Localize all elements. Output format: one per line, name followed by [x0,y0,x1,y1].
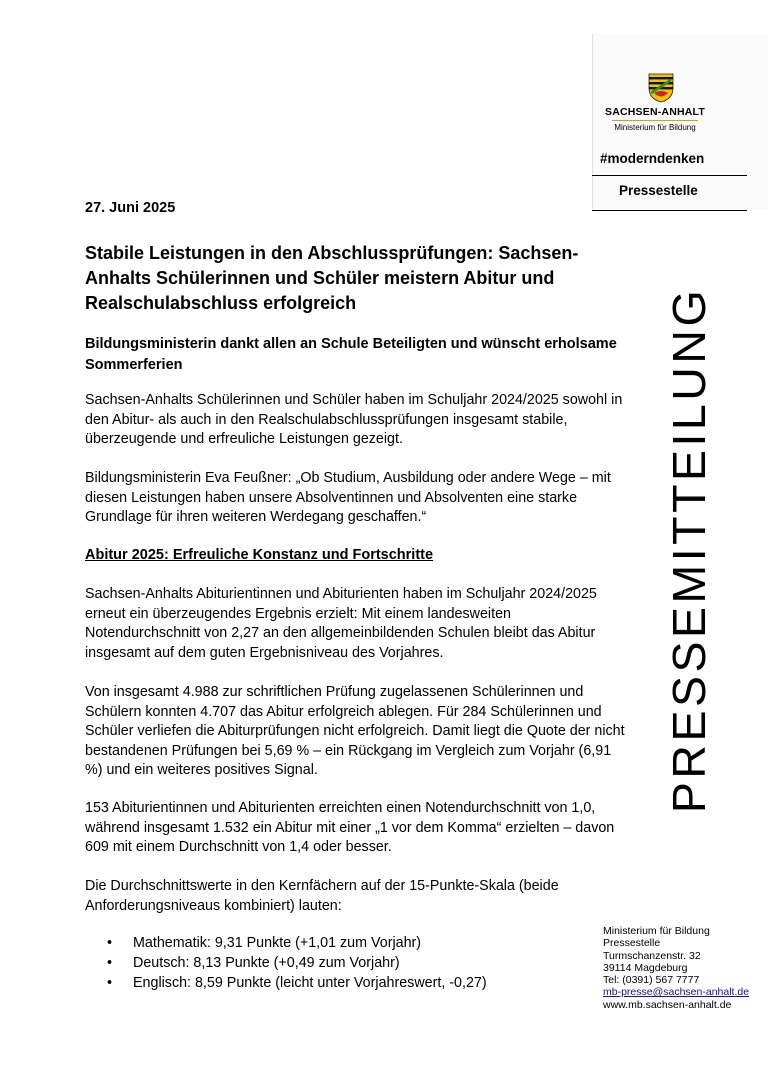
core-subjects-list [85,933,515,993]
bullet-icon: • [107,935,113,951]
paragraph-quote: Bildungsministerin Eva Feußner: „Ob Studium, Ausbildung oder andere Wege – mit diesen Leistungen haben unsere Absolventinnen und Absolventen eine starke Grundlage für ihren weiteren Werdegang geschaffen.“ [85,470,611,525]
contact-ministry: Ministerium für Bildung [603,925,710,937]
contact-office: Pressestelle [603,937,661,950]
press-office-label: Pressestelle [619,183,698,198]
contact-phone: Tel: (0391) 567 7777 [603,974,700,987]
list-item-text: Englisch: 8,59 Punkte (leicht unter Vorjahreswert, -0,27) [133,975,487,991]
vertical-label: PRESSEMITTEILUNG [662,286,715,813]
paragraph-core-subjects: Die Durchschnittswerte in den Kernfächern auf der 15-Punkte-Skala (beide Anforderungsniveaus kombiniert) lauten: [85,878,559,914]
headline: Stabile Leistungen in den Abschlussprüfungen: Sachsen-Anhalts Schülerinnen und Schüler meistern Abitur und Realschulabschluss erfolgreich [85,243,579,313]
list-item [85,973,515,993]
brand-divider [612,120,698,121]
header-rule-top [592,175,747,176]
list-item [85,933,515,953]
paragraph-intro: Sachsen-Anhalts Schülerinnen und Schüler haben im Schuljahr 2024/2025 sowohl in den Abitur- als auch in den Realschulabschlussprüfungen insgesamt stabile, überzeugende und erfreuliche Leistungen gezeigt. [85,392,623,447]
list-item-text: Deutsch: 8,13 Punkte (+0,49 zum Vorjahr) [133,955,400,971]
brand-state-name: SACHSEN-ANHALT [604,106,706,118]
contact-email-link[interactable]: mb-presse@sachsen-anhalt.de [603,986,750,999]
release-date: 27. Juni 2025 [85,200,176,216]
bullet-icon: • [107,955,113,971]
paragraph-average: Sachsen-Anhalts Abiturientinnen und Abiturienten haben im Schuljahr 2024/2025 erneut ein überzeugendes Ergebnis erzielt: Mit einem landesweiten Notendurchschnitt von 2,27 an den allgemeinbildenden Schulen bleibt das Abitur insgesamt auf dem guten Ergebnisniveau des Vorjahres. [85,586,597,661]
header-rule-bottom [592,210,747,211]
paragraph-pass-rate: Von insgesamt 4.988 zur schriftlichen Prüfung zugelassenen Schülerinnen und Schülern konnten 4.707 das Abitur erfolgreich ablegen. Für 284 Schülerinnen und Schüler verliefen die Abiturprüfungen nicht erfolgreich. Damit liegt die Quote der nicht bestandenen Prüfungen bei 5,69 % – ein Rückgang im Vergleich zum Vorjahr (6,91 %) und ein weiteres positives Signal. [85,684,625,778]
brand-ministry-name: Ministerium für Bildung [614,123,696,132]
list-item [85,953,515,973]
subheadline: Bildungsministerin dankt allen an Schule Beteiligten und wünscht erholsame Sommerferien [85,336,617,373]
vertical-label-container [664,237,714,862]
list-item-text: Mathematik: 9,31 Punkte (+1,01 zum Vorjahr) [133,935,422,951]
coat-of-arms-icon [648,73,674,103]
paragraph-top-grades: 153 Abiturientinnen und Abiturienten erreichten einen Notendurchschnitt von 1,0, während insgesamt 1.532 ein Abitur mit einer „1 vor dem Komma“ erzielten – davon 609 mit einem Durchschnitt von 1,4 oder besser. [85,800,615,855]
bullet-icon: • [107,975,113,991]
contact-website[interactable]: www.mb.sachsen-anhalt.de [603,998,732,1011]
contact-block [603,925,763,1011]
section-heading: Abitur 2025: Erfreuliche Konstanz und Fortschritte [85,547,434,563]
contact-city: 39114 Magdeburg [603,961,688,974]
contact-street: Turmschanzenstr. 32 [603,949,701,962]
hashtag: #moderndenken [600,151,705,166]
